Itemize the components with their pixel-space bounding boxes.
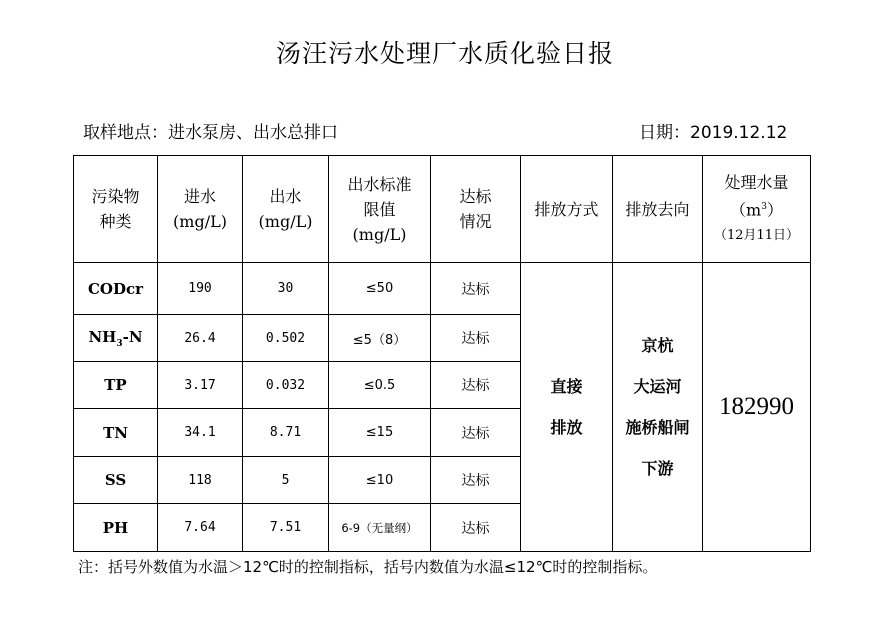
pollutant-name: PH bbox=[74, 504, 158, 552]
header-pollutant: 污染物 种类 bbox=[74, 156, 158, 263]
header-row bbox=[74, 156, 811, 263]
pollutant-name: TP bbox=[74, 362, 158, 409]
discharge-method-cell: 直接 排放 bbox=[521, 263, 613, 552]
limit-value: 6-9（无量纲） bbox=[329, 504, 431, 552]
limit-value: ≤50 bbox=[329, 263, 431, 315]
report-title: 汤汪污水处理厂水质化验日报 bbox=[275, 39, 614, 68]
influent-value: 118 bbox=[158, 457, 243, 504]
influent-value: 34.1 bbox=[158, 409, 243, 457]
influent-value: 190 bbox=[158, 263, 243, 315]
limit-value: ≤10 bbox=[329, 457, 431, 504]
water-quality-table bbox=[73, 155, 811, 552]
treated-volume-value: 182990 bbox=[703, 263, 811, 552]
header-treated-volume: 处理水量 $(m^3)$ （12月11日） bbox=[703, 156, 811, 263]
header-influent: 进水 (mg/L) bbox=[158, 156, 243, 263]
influent-value: 26.4 bbox=[158, 315, 243, 362]
effluent-value: 5 bbox=[243, 457, 329, 504]
effluent-value: 30 bbox=[243, 263, 329, 315]
header-limit: 出水标准 限值 (mg/L) bbox=[329, 156, 431, 263]
pollutant-name: TN bbox=[74, 409, 158, 457]
status-value: 达标 bbox=[431, 315, 521, 362]
header-discharge-destination: 排放去向 bbox=[613, 156, 703, 263]
status-value: 达标 bbox=[431, 457, 521, 504]
limit-value: ≤0.5 bbox=[329, 362, 431, 409]
header-effluent: 出水 (mg/L) bbox=[243, 156, 329, 263]
status-value: 达标 bbox=[431, 409, 521, 457]
sampling-location: 取样地点：进水泵房、出水总排口 bbox=[83, 123, 338, 143]
influent-value: 7.64 bbox=[158, 504, 243, 552]
effluent-value: 7.51 bbox=[243, 504, 329, 552]
discharge-destination-cell: 京杭 大运河 施桥船闸 下游 bbox=[613, 263, 703, 552]
influent-value: 3.17 bbox=[158, 362, 243, 409]
effluent-value: 0.502 bbox=[243, 315, 329, 362]
limit-value: ≤5（8） bbox=[329, 315, 431, 362]
status-value: 达标 bbox=[431, 263, 521, 315]
footnote: 注：括号外数值为水温＞12℃时的控制指标，括号内数值为水温≤12℃时的控制指标。 bbox=[78, 558, 658, 576]
pollutant-name: $NH_3-N$ bbox=[74, 315, 158, 362]
effluent-value: 8.71 bbox=[243, 409, 329, 457]
header-discharge-method: 排放方式 bbox=[521, 156, 613, 263]
status-value: 达标 bbox=[431, 362, 521, 409]
limit-value: ≤15 bbox=[329, 409, 431, 457]
effluent-value: 0.032 bbox=[243, 362, 329, 409]
status-value: 达标 bbox=[431, 504, 521, 552]
pollutant-name: CODcr bbox=[74, 263, 158, 315]
header-status: 达标 情况 bbox=[431, 156, 521, 263]
table-row bbox=[74, 263, 811, 315]
pollutant-name: SS bbox=[74, 457, 158, 504]
report-date: 日期：2019.12.12 bbox=[639, 123, 788, 143]
